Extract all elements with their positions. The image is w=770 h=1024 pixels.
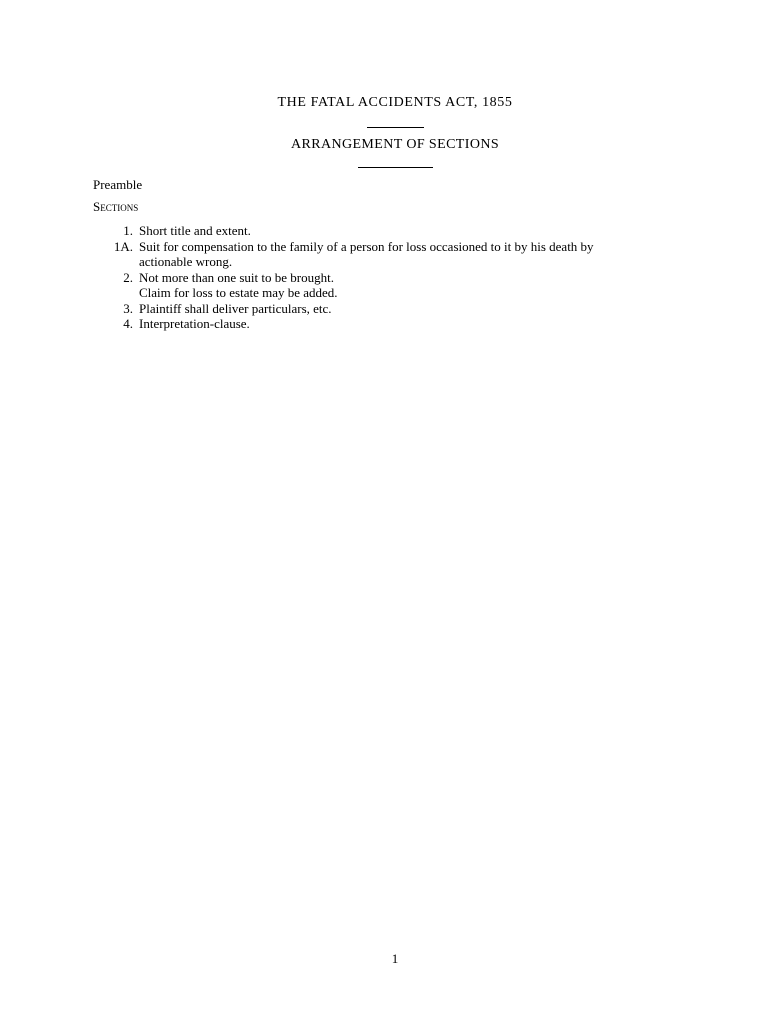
page-number: 1: [391, 951, 399, 966]
section-title: Short title and extent.: [139, 223, 251, 238]
list-item: [93, 239, 653, 255]
subtitle-rule: [358, 167, 433, 168]
section-number: 3.: [123, 300, 133, 316]
section-title-continuation: Claim for loss to estate may be added.: [139, 285, 338, 300]
section-title-continuation: actionable wrong.: [139, 254, 233, 269]
section-title: Not more than one suit to be brought.: [139, 269, 334, 285]
page-subtitle: ARRANGEMENT OF SECTIONS: [290, 137, 500, 152]
list-item: [93, 316, 653, 332]
section-number: 1.: [123, 223, 133, 238]
sections-heading: Sections: [93, 199, 139, 214]
list-item: [93, 270, 653, 286]
list-item: [93, 223, 653, 239]
section-number: 2.: [123, 269, 133, 285]
section-number: 4.: [123, 316, 133, 331]
preamble-label: Preamble: [93, 177, 143, 192]
title-rule: [367, 127, 424, 128]
section-title: Suit for compensation to the family of a person for loss occasioned to it by his death by: [139, 238, 594, 254]
table-of-contents: [93, 223, 653, 332]
page-title: THE FATAL ACCIDENTS ACT, 1855: [277, 95, 513, 110]
section-title: Plaintiff shall deliver particulars, etc.: [139, 300, 332, 316]
section-title: Interpretation-clause.: [139, 316, 250, 331]
list-item: [93, 301, 653, 317]
section-number: 1A.: [113, 238, 133, 254]
